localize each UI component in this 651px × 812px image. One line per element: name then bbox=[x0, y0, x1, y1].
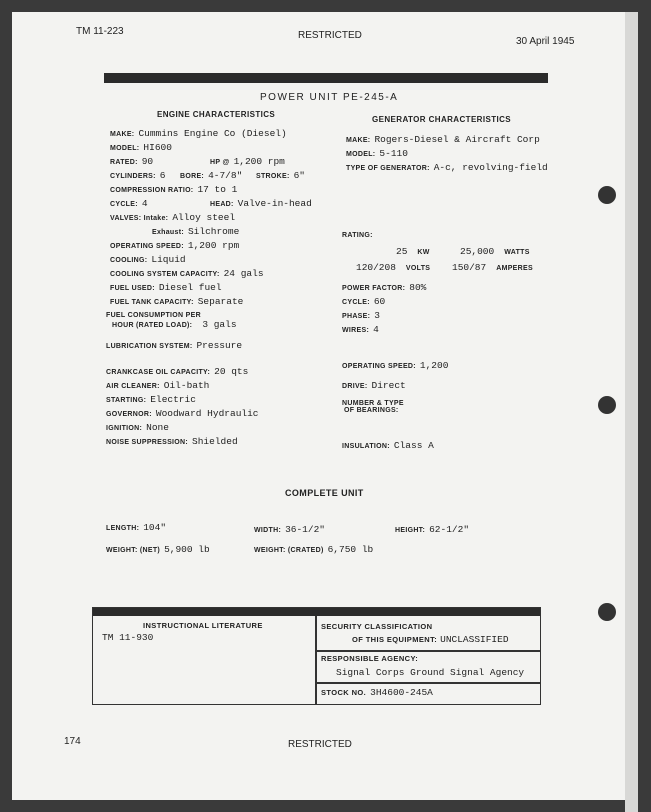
generator-value: OF BEARINGS: bbox=[344, 407, 399, 414]
engine-value: 20 qts bbox=[214, 366, 249, 377]
generator-value: 4 bbox=[373, 324, 379, 335]
engine-value: 17 to 1 bbox=[197, 184, 238, 195]
engine-value: Alloy steel bbox=[172, 212, 236, 223]
generator-value: AMPERES bbox=[496, 265, 533, 272]
engine-row bbox=[110, 198, 148, 209]
engine-label: VALVES: Intake: bbox=[110, 215, 169, 222]
engine-row bbox=[210, 156, 285, 167]
engine-value: Diesel fuel bbox=[158, 282, 222, 293]
engine-value: Liquid bbox=[151, 254, 186, 265]
title-bar bbox=[104, 73, 548, 83]
engine-label: HEAD: bbox=[210, 201, 234, 208]
literature-heading: INSTRUCTIONAL LITERATURE bbox=[143, 621, 263, 630]
doc-number: TM 11-223 bbox=[76, 26, 124, 37]
generator-label: NUMBER & TYPE bbox=[342, 400, 404, 407]
generator-row bbox=[396, 246, 434, 257]
engine-row bbox=[210, 198, 312, 209]
width-value: 36-1/2" bbox=[285, 524, 325, 535]
engine-value: Silchrome bbox=[187, 226, 240, 237]
engine-row bbox=[110, 142, 172, 153]
generator-row bbox=[342, 380, 406, 391]
engine-label: STROKE: bbox=[256, 173, 290, 180]
engine-value: HI600 bbox=[143, 142, 172, 153]
engine-value: 90 bbox=[141, 156, 154, 167]
header-classification: RESTRICTED bbox=[298, 30, 362, 41]
engine-value: 4-7/8" bbox=[208, 170, 243, 181]
header-date: 30 April 1945 bbox=[516, 36, 575, 47]
engine-label: Exhaust: bbox=[152, 229, 184, 236]
footer-classification: RESTRICTED bbox=[288, 739, 352, 750]
engine-label: HP @ bbox=[210, 159, 230, 166]
height-label: HEIGHT: bbox=[395, 527, 426, 534]
engine-value: Separate bbox=[197, 296, 244, 307]
generator-row bbox=[452, 262, 537, 273]
generator-row bbox=[460, 246, 534, 257]
engine-label: CRANKCASE OIL CAPACITY: bbox=[106, 369, 211, 376]
engine-label: NOISE SUPPRESSION: bbox=[106, 439, 189, 446]
engine-row bbox=[110, 156, 153, 167]
engine-label: LUBRICATION SYSTEM: bbox=[106, 343, 193, 350]
engine-row bbox=[106, 436, 238, 447]
engine-text: HOUR (RATED LOAD): bbox=[112, 322, 193, 329]
engine-value: 6" bbox=[293, 170, 306, 181]
generator-value: A-c, revolving-field bbox=[433, 162, 548, 173]
generator-value: VOLTS bbox=[405, 265, 431, 272]
generator-label: TYPE OF GENERATOR: bbox=[346, 165, 430, 172]
engine-row bbox=[110, 268, 264, 279]
engine-value: 6 bbox=[159, 170, 166, 181]
engine-row bbox=[106, 366, 248, 377]
generator-row bbox=[342, 440, 434, 451]
engine-row bbox=[110, 128, 287, 139]
engine-label: CYCLE: bbox=[110, 201, 138, 208]
engine-label: FUEL USED: bbox=[110, 285, 155, 292]
generator-value: 3 bbox=[374, 310, 380, 321]
stock-value: 3H4600-245A bbox=[370, 687, 433, 698]
engine-row bbox=[106, 340, 242, 351]
generator-row bbox=[342, 282, 426, 293]
generator-label: MAKE: bbox=[346, 137, 371, 144]
generator-row bbox=[342, 232, 377, 239]
complete-heading: COMPLETE UNIT bbox=[285, 488, 364, 498]
punch-hole bbox=[598, 186, 616, 204]
engine-row bbox=[110, 240, 239, 251]
engine-value: Oil-bath bbox=[163, 380, 210, 391]
generator-row bbox=[342, 310, 380, 321]
engine-row bbox=[106, 312, 237, 330]
generator-label: 150/87 bbox=[452, 262, 487, 273]
generator-label: 25 bbox=[396, 246, 408, 257]
generator-heading: GENERATOR CHARACTERISTICS bbox=[372, 115, 512, 124]
punch-hole bbox=[598, 603, 616, 621]
engine-row bbox=[106, 408, 259, 419]
engine-label: STARTING: bbox=[106, 397, 147, 404]
engine-row bbox=[256, 170, 305, 181]
engine-value: None bbox=[146, 422, 169, 433]
height-value: 62-1/2" bbox=[429, 524, 470, 535]
generator-label: RATING: bbox=[342, 232, 373, 239]
generator-label: OPERATING SPEED: bbox=[342, 363, 416, 370]
engine-value: 1,200 rpm bbox=[233, 156, 285, 167]
engine-label: BORE: bbox=[180, 173, 205, 180]
engine-row bbox=[110, 296, 243, 307]
generator-label: POWER FACTOR: bbox=[342, 285, 406, 292]
engine-row bbox=[110, 212, 235, 223]
generator-label: WIRES: bbox=[342, 327, 370, 334]
engine-row bbox=[106, 380, 209, 391]
engine-label: MAKE: bbox=[110, 131, 135, 138]
generator-row bbox=[342, 360, 448, 371]
generator-value: WATTS bbox=[504, 249, 530, 256]
generator-label: 25,000 bbox=[460, 246, 495, 257]
engine-row bbox=[106, 394, 196, 405]
engine-row bbox=[110, 184, 237, 195]
engine-label: FUEL TANK CAPACITY: bbox=[110, 299, 194, 306]
generator-value: 5-110 bbox=[379, 148, 408, 159]
engine-value: Valve-in-head bbox=[237, 198, 312, 209]
engine-label: COOLING SYSTEM CAPACITY: bbox=[110, 271, 220, 278]
engine-value: 4 bbox=[141, 198, 148, 209]
engine-row bbox=[152, 226, 239, 237]
engine-label: COOLING: bbox=[110, 257, 148, 264]
engine-row bbox=[106, 422, 169, 433]
generator-label: CYCLE: bbox=[342, 299, 370, 306]
generator-label: DRIVE: bbox=[342, 383, 368, 390]
engine-heading: ENGINE CHARACTERISTICS bbox=[157, 110, 276, 119]
generator-label: 120/208 bbox=[356, 262, 396, 273]
engine-value: 1,200 rpm bbox=[187, 240, 240, 251]
length-value: 104" bbox=[143, 522, 167, 533]
length-label: LENGTH: bbox=[106, 525, 140, 532]
stock-label: STOCK NO. bbox=[321, 688, 367, 697]
engine-row bbox=[180, 170, 242, 181]
engine-value: Shielded bbox=[192, 436, 238, 447]
engine-value: Pressure bbox=[196, 340, 243, 351]
engine-row bbox=[110, 282, 222, 293]
engine-label: OPERATING SPEED: bbox=[110, 243, 184, 250]
engine-label: CYLINDERS: bbox=[110, 173, 156, 180]
generator-row bbox=[342, 296, 385, 307]
generator-value: Direct bbox=[371, 380, 406, 391]
engine-value: Woodward Hydraulic bbox=[155, 408, 259, 419]
engine-label: RATED: bbox=[110, 159, 138, 166]
engine-text: FUEL CONSUMPTION PER bbox=[106, 312, 201, 319]
table-divider bbox=[315, 616, 317, 705]
generator-row bbox=[342, 400, 408, 414]
table-divider bbox=[315, 682, 541, 684]
engine-row-line bbox=[112, 319, 237, 330]
generator-label: MODEL: bbox=[346, 151, 376, 158]
security-label: SECURITY CLASSIFICATION bbox=[321, 622, 433, 631]
generator-value: 60 bbox=[373, 296, 386, 307]
table-divider bbox=[315, 650, 541, 652]
weight-crated-value: 6,750 lb bbox=[327, 544, 374, 555]
agency-label: RESPONSIBLE AGENCY: bbox=[321, 654, 419, 663]
page-number: 174 bbox=[64, 736, 81, 747]
punch-hole bbox=[598, 396, 616, 414]
engine-label: GOVERNOR: bbox=[106, 411, 152, 418]
engine-value: Electric bbox=[150, 394, 196, 405]
generator-value: Class A bbox=[393, 440, 434, 451]
generator-label: PHASE: bbox=[342, 313, 371, 320]
engine-label: MODEL: bbox=[110, 145, 140, 152]
engine-text: 3 gals bbox=[202, 319, 237, 330]
engine-value: Cummins Engine Co (Diesel) bbox=[138, 128, 287, 139]
generator-label: INSULATION: bbox=[342, 443, 390, 450]
security-value: UNCLASSIFIED bbox=[440, 634, 509, 645]
width-label: WIDTH: bbox=[254, 527, 282, 534]
generator-row bbox=[346, 162, 548, 173]
agency-value: Signal Corps Ground Signal Agency bbox=[336, 667, 525, 678]
generator-row bbox=[356, 262, 434, 273]
engine-value: 24 gals bbox=[223, 268, 264, 279]
weight-net-value: 5,900 lb bbox=[164, 544, 210, 555]
page-edge bbox=[625, 12, 638, 812]
literature-value: TM 11-930 bbox=[102, 632, 154, 643]
engine-row bbox=[110, 170, 165, 181]
weight-crated-label: WEIGHT: (CRATED) bbox=[254, 547, 324, 554]
generator-value: KW bbox=[417, 249, 430, 256]
engine-label: AIR CLEANER: bbox=[106, 383, 160, 390]
generator-row bbox=[346, 148, 408, 159]
weight-net-label: WEIGHT: (NET) bbox=[106, 547, 161, 554]
generator-value: Rogers-Diesel & Aircraft Corp bbox=[374, 134, 540, 145]
security-label-2: OF THIS EQUIPMENT: bbox=[352, 635, 438, 644]
engine-label: IGNITION: bbox=[106, 425, 143, 432]
engine-label: COMPRESSION RATIO: bbox=[110, 187, 194, 194]
generator-value: 80% bbox=[409, 282, 427, 293]
engine-row bbox=[110, 254, 186, 265]
generator-row bbox=[342, 324, 379, 335]
page-title: POWER UNIT PE-245-A bbox=[260, 92, 399, 103]
generator-value: 1,200 bbox=[419, 360, 449, 371]
generator-row bbox=[346, 134, 540, 145]
